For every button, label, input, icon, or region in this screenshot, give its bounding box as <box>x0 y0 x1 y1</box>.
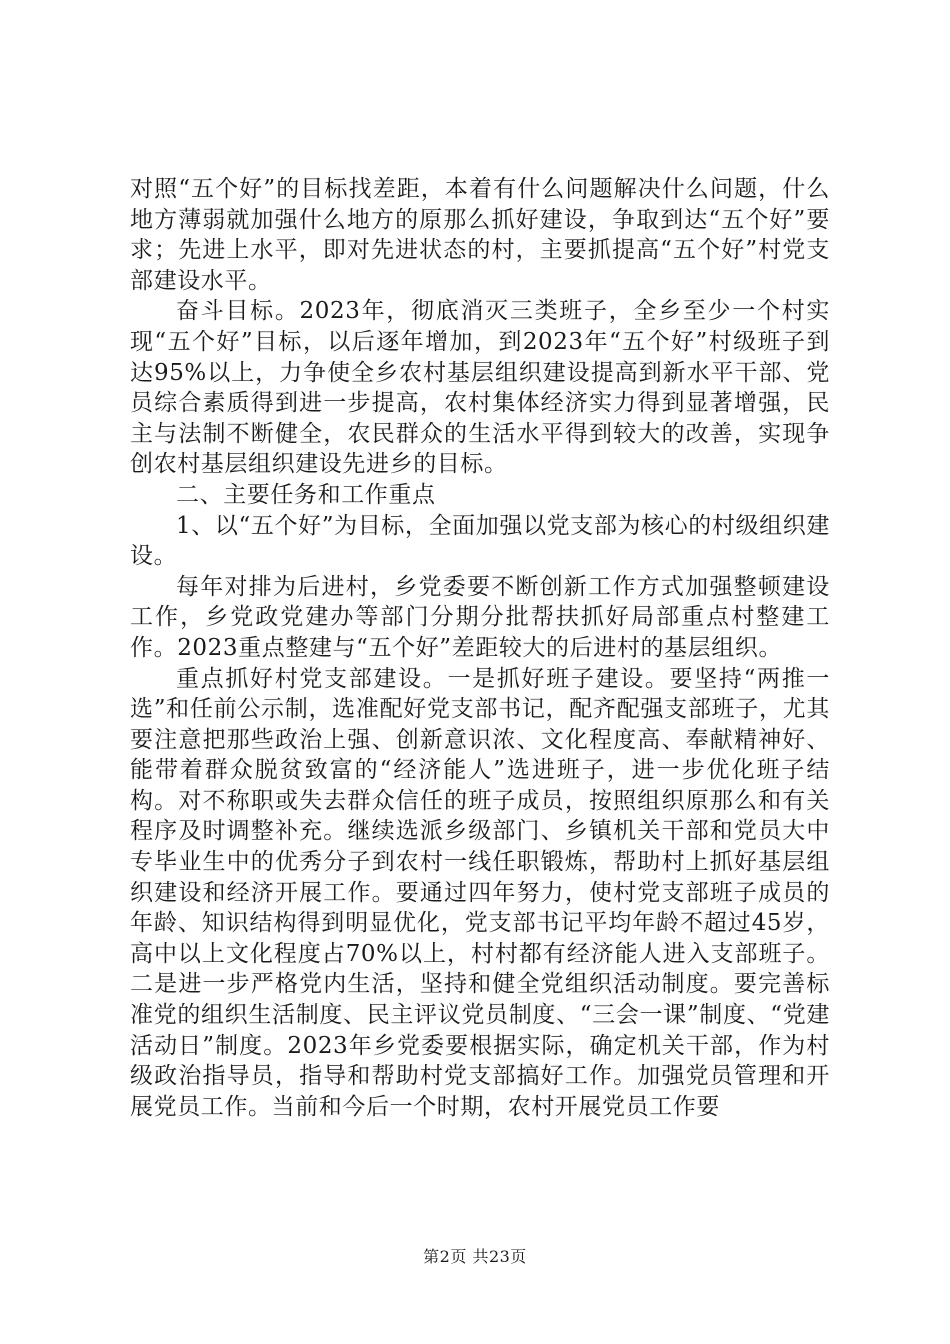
paragraph-rectification: 每年对排为后进村，乡党委要不断创新工作方式加强整顿建设工作，乡党政党建办等部门分期分批帮扶抓好局部重点村整建工作。2023重点整建与“五个好”差距较大的后进村的基层组织。 <box>130 573 830 661</box>
document-body <box>130 174 830 1122</box>
subsection-heading: 1、以“五个好”为目标，全面加强以党支部为核心的村级组织建设。 <box>130 512 830 570</box>
paragraph-continuation: 对照“五个好”的目标找差距，本着有什么问题解决什么问题，什么地方薄弱就加强什么地方的原那么抓好建设，争取到达“五个好”要求；先进上水平，即对先进状态的村，主要抓提高“五个好”村党支部建设水平。 <box>130 176 830 294</box>
paragraph-party-branch: 重点抓好村党支部建设。一是抓好班子建设。要坚持“两推一选”和任前公示制，选准配好党支部书记，配齐配强支部班子，尤其要注意把那些政治上强、创新意识浓、文化程度高、奉献精神好、能带着群众脱贫致富的“经济能人”选进班子，进一步优化班子结构。对不称职或失去群众信任的班子成员，按照组织原那么和有关程序及时调整补充。继续选派乡级部门、乡镇机关干部和党员大中专毕业生中的优秀分子到农村一线任职锻炼，帮助村上抓好基层组织建设和经济开展工作。要通过四年努力，使村党支部班子成员的年龄、知识结构得到明显优化，党支部书记平均年龄不超过45岁，高中以上文化程度占70%以上，村村都有经济能人进入支部班子。二是进一步严格党内生活，坚持和健全党组织活动制度。要完善标准党的组织生活制度、民主评议党员制度、“三会一课”制度、“党建活动日”制度。2023年乡党委要根据实际，确定机关干部，作为村级政治指导员，指导和帮助村党支部搞好工作。加强党员管理和开展党员工作。当前和今后一个时期，农村开展党员工作要 <box>130 665 830 1120</box>
section-heading: 二、主要任务和工作重点 <box>176 481 436 508</box>
page-footer: 第2页 共23页 <box>423 1247 527 1266</box>
paragraph-goal: 奋斗目标。2023年，彻底消灭三类班子，全乡至少一个村实现“五个好”目标，以后逐年增加，到2023年“五个好”村级班子到达95%以上，力争使全乡农村基层组织建设提高到新水平干部、党员综合素质得到进一步提高，农村集体经济实力得到显著增强，民主与法制不断健全，农民群众的生活水平得到较大的改善，实现争创农村基层组织建设先进乡的目标。 <box>130 298 830 478</box>
